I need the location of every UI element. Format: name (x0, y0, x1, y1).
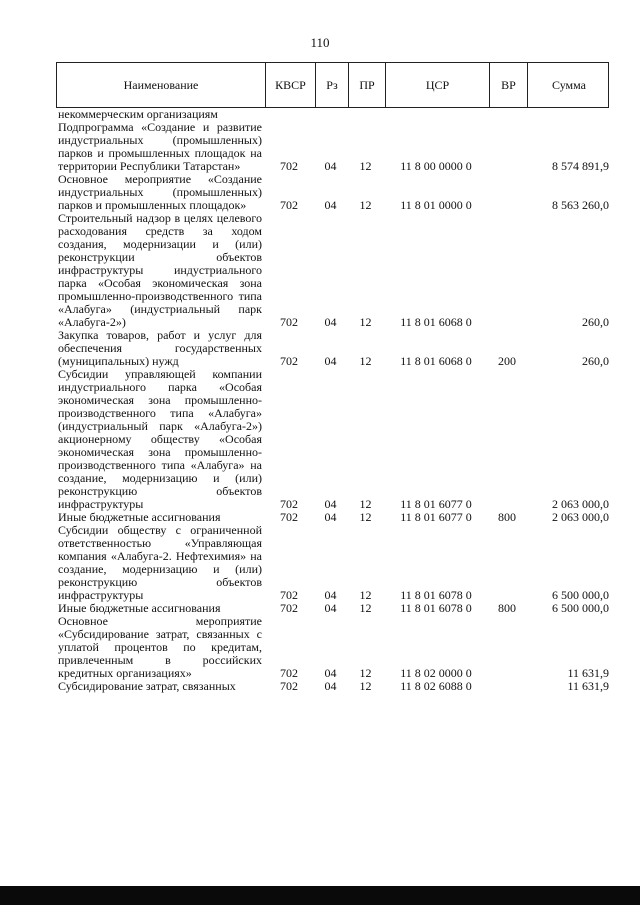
row-sum: 6 500 000,0 (552, 601, 609, 615)
row-pr: 12 (359, 159, 372, 173)
page-number: 110 (310, 35, 330, 50)
header-kvsr: КВСР (265, 63, 315, 107)
row-name: Основное мероприятие «Создание индустриальных (промышленных) парков и промышленных площадок» (58, 172, 262, 212)
row-rz: 04 (324, 354, 337, 368)
scan-bottom-edge (0, 886, 640, 905)
row-name: некоммерческим организациям (58, 107, 218, 121)
row-kvsr: 702 (280, 354, 298, 368)
row-kvsr: 702 (280, 679, 298, 693)
row-sum: 2 063 000,0 (552, 497, 609, 511)
row-rz: 04 (324, 666, 337, 680)
header-vr: ВР (489, 63, 527, 107)
table-row (58, 615, 611, 680)
header-csr: ЦСР (385, 63, 489, 107)
row-name: Иные бюджетные ассигнования (58, 601, 221, 615)
row-pr: 12 (359, 679, 372, 693)
row-kvsr: 702 (280, 588, 298, 602)
row-rz: 04 (324, 198, 337, 212)
table-row (58, 212, 611, 329)
row-csr: 11 8 01 6078 0 (400, 588, 472, 602)
header-sum: Сумма (527, 63, 610, 107)
row-sum: 8 563 260,0 (552, 198, 609, 212)
row-pr: 12 (359, 497, 372, 511)
row-pr: 12 (359, 666, 372, 680)
row-pr: 12 (359, 315, 372, 329)
row-csr: 11 8 00 0000 0 (400, 159, 472, 173)
row-kvsr: 702 (280, 198, 298, 212)
row-vr: 800 (498, 601, 516, 615)
header-rz: Рз (315, 63, 348, 107)
table-row (58, 329, 611, 368)
row-pr: 12 (359, 510, 372, 524)
row-name: Иные бюджетные ассигнования (58, 510, 221, 524)
table-row (58, 680, 611, 693)
row-kvsr: 702 (280, 510, 298, 524)
row-rz: 04 (324, 315, 337, 329)
row-csr: 11 8 02 6088 0 (400, 679, 472, 693)
row-csr: 11 8 01 6077 0 (400, 497, 472, 511)
row-rz: 04 (324, 679, 337, 693)
row-csr: 11 8 01 6077 0 (400, 510, 472, 524)
row-name: Субсидии управляющей компании индустриального парка «Особая экономическая зона промышленно-производственного типа «Алабуга» (индустриальный парк «Алабуга-2») акционерному обществу «Особая экономическая зона промышленно-производственного типа «Алабуга» на создание, модернизацию и (или) реконструкцию объектов инфраструктуры (58, 367, 262, 511)
row-name: Субсидирование затрат, связанных (58, 679, 236, 693)
row-rz: 04 (324, 510, 337, 524)
row-sum: 260,0 (582, 315, 609, 329)
table-row (58, 173, 611, 212)
row-rz: 04 (324, 588, 337, 602)
header-name: Наименование (123, 77, 199, 92)
row-kvsr: 702 (280, 159, 298, 173)
row-rz: 04 (324, 497, 337, 511)
row-pr: 12 (359, 588, 372, 602)
row-sum: 8 574 891,9 (552, 159, 609, 173)
table-row (58, 524, 611, 602)
row-csr: 11 8 01 6078 0 (400, 601, 472, 615)
row-csr: 11 8 01 6068 0 (400, 315, 472, 329)
table-header (56, 62, 609, 108)
row-csr: 11 8 01 0000 0 (400, 198, 472, 212)
row-kvsr: 702 (280, 601, 298, 615)
row-csr: 11 8 01 6068 0 (400, 354, 472, 368)
table-row (58, 368, 611, 511)
row-kvsr: 702 (280, 497, 298, 511)
row-name: Закупка товаров, работ и услуг для обеспечения государственных (муниципальных) нужд (58, 328, 262, 368)
row-sum: 260,0 (582, 354, 609, 368)
row-sum: 2 063 000,0 (552, 510, 609, 524)
row-kvsr: 702 (280, 315, 298, 329)
row-sum: 11 631,9 (567, 679, 609, 693)
row-sum: 11 631,9 (567, 666, 609, 680)
row-rz: 04 (324, 159, 337, 173)
row-pr: 12 (359, 198, 372, 212)
table-row (58, 121, 611, 173)
row-name: Строительный надзор в целях целевого расходования средств за ходом создания, модернизации и (или) реконструкции объектов инфраструктуры индустриального парка «Особая экономическая зона промышленно-производственного типа «Алабуга» (индустриальный парк «Алабуга-2») (58, 211, 262, 329)
row-name: Субсидии обществу с ограниченной ответственностью «Управляющая компания «Алабуга-2. Нефтехимия» на создание, модернизацию и (или) реконструкцию объектов инфраструктуры (58, 523, 262, 602)
row-kvsr: 702 (280, 666, 298, 680)
header-pr: ПР (348, 63, 385, 107)
budget-table-body (58, 108, 611, 693)
row-name: Основное мероприятие «Субсидирование затрат, связанных с уплатой процентов по кредитам, привлеченным в российских кредитных организациях» (58, 614, 262, 680)
row-name: Подпрограмма «Создание и развитие индустриальных (промышленных) парков и промышленных площадок на территории Республики Татарстан» (58, 120, 262, 173)
row-pr: 12 (359, 354, 372, 368)
row-vr: 800 (498, 510, 516, 524)
row-sum: 6 500 000,0 (552, 588, 609, 602)
row-vr: 200 (498, 354, 516, 368)
row-csr: 11 8 02 0000 0 (400, 666, 472, 680)
row-pr: 12 (359, 601, 372, 615)
row-rz: 04 (324, 601, 337, 615)
